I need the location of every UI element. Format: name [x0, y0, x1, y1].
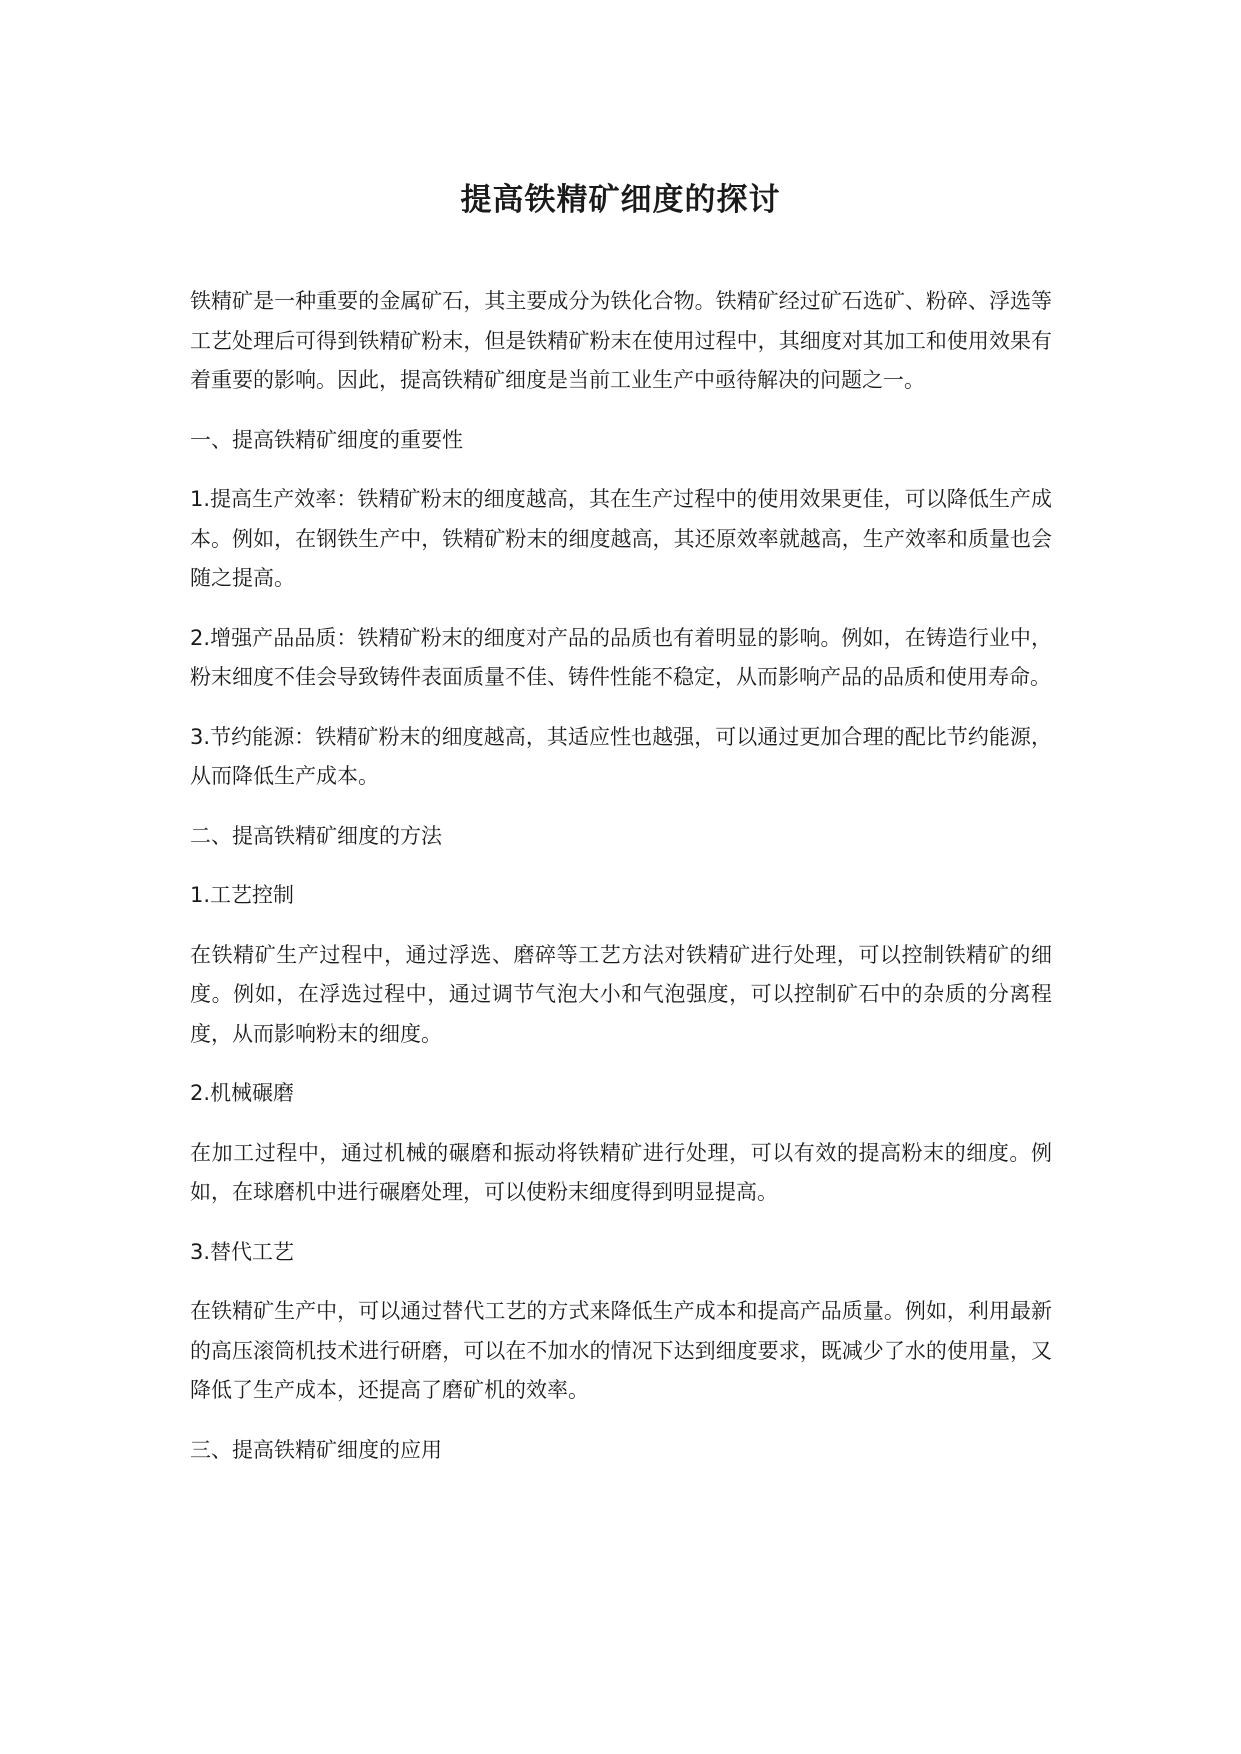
- intro-paragraph: 铁精矿是一种重要的金属矿石，其主要成分为铁化合物。铁精矿经过矿石选矿、粉碎、浮选等工艺处理后可得到铁精矿粉末，但是铁精矿粉末在使用过程中，其细度对其加工和使用效果有着重要的影响。因此，提高铁精矿细度是当前工业生产中亟待解决的问题之一。: [190, 289, 1052, 392]
- point-production-efficiency: 1.提高生产效率：铁精矿粉末的细度越高，其在生产过程中的使用效果更佳，可以降低生产成本。例如，在钢铁生产中，铁精矿粉末的细度越高，其还原效率就越高，生产效率和质量也会随之提高。: [190, 487, 1052, 590]
- process-control-paragraph: 在铁精矿生产过程中，通过浮选、磨碎等工艺方法对铁精矿进行处理，可以控制铁精矿的细度。例如，在浮选过程中，通过调节气泡大小和气泡强度，可以控制矿石中的杂质的分离程度，从而影响粉末的细度。: [190, 942, 1052, 1046]
- subheading-alternative-process: 3.替代工艺: [190, 1239, 295, 1264]
- mechanical-grinding-paragraph: 在加工过程中，通过机械的碾磨和振动将铁精矿进行处理，可以有效的提高粉末的细度。例如，在球磨机中进行碾磨处理，可以使粉末细度得到明显提高。: [190, 1140, 1052, 1204]
- point-energy-saving: 3.节约能源：铁精矿粉末的细度越高，其适应性也越强，可以通过更加合理的配比节约能源，从而降低生产成本。: [190, 724, 1052, 788]
- section-heading-importance: 一、提高铁精矿细度的重要性: [190, 427, 463, 452]
- subheading-process-control: 1.工艺控制: [190, 883, 295, 907]
- point-product-quality: 2.增强产品品质：铁精矿粉末的细度对产品的品质也有着明显的影响。例如，在铸造行业中，粉末细度不佳会导致铸件表面质量不佳、铸件性能不稳定，从而影响产品的品质和使用寿命。: [190, 625, 1052, 689]
- document-body: [190, 282, 1052, 1490]
- section-heading-methods: 二、提高铁精矿细度的方法: [190, 823, 442, 848]
- document-title: 提高铁精矿细度的探讨: [460, 182, 781, 218]
- alternative-process-paragraph: 在铁精矿生产中，可以通过替代工艺的方式来降低生产成本和提高产品质量。例如，利用最新的高压滚筒机技术进行研磨，可以在不加水的情况下达到细度要求，既减少了水的使用量，又降低了生产成本，还提高了磨矿机的效率。: [190, 1299, 1052, 1402]
- subheading-mechanical-grinding: 2.机械碾磨: [190, 1081, 295, 1105]
- section-heading-applications: 三、提高铁精矿细度的应用: [190, 1437, 442, 1462]
